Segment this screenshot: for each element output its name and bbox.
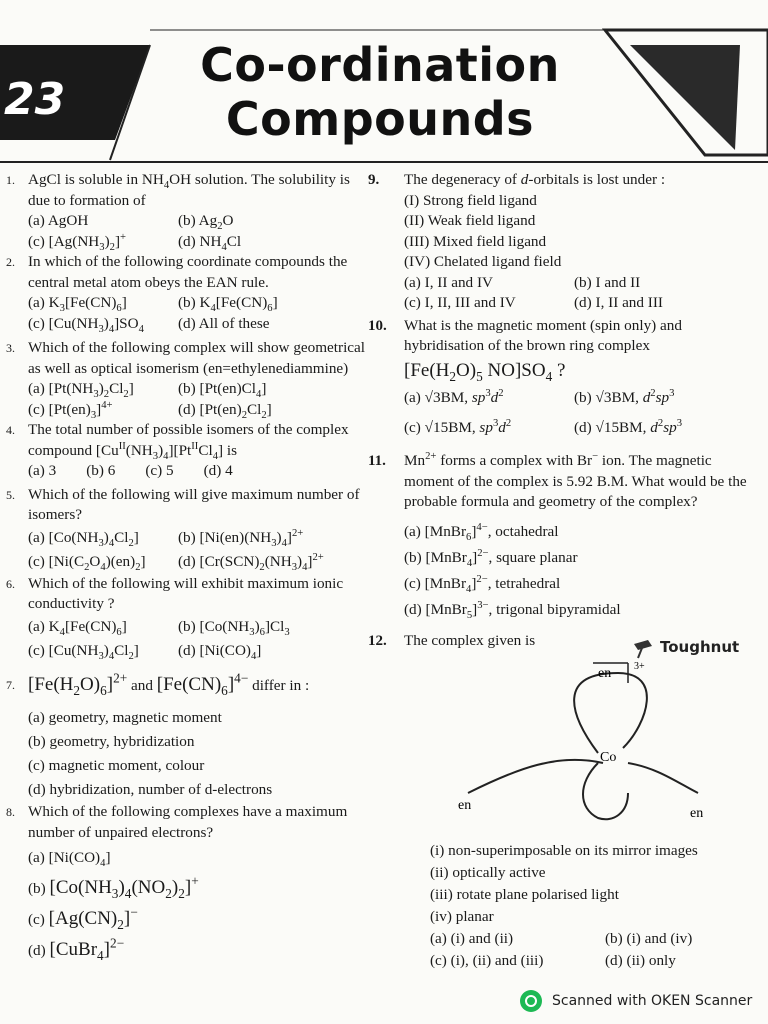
- option-b: (b) $[Pt(en)Cl_4]$: [178, 380, 267, 401]
- question-2: [6, 252, 371, 293]
- option-a: (a) [MnBr$_6$]$^{4-}$, octahedral: [404, 521, 559, 543]
- statement-1: (I) Strong field ligand: [404, 191, 537, 209]
- option-d: (d) hybridization, number of d-electrons: [28, 781, 273, 798]
- option-d: (d) (ii) only: [605, 951, 676, 969]
- label-en-top: en: [598, 666, 612, 681]
- question-number: 6.: [6, 576, 15, 591]
- statement-1: (i) non-superimposable on its mirror images: [430, 841, 698, 859]
- question-text: $Mn^{2+}$ forms a complex with Br− ion. The magnetic moment of the complex is 5.92 B.M. What would be the probable formula and geometry of the complex?: [404, 450, 747, 510]
- option-b: (b) $[Ni(en)(NH_3)_4]^{2+}$: [178, 527, 304, 549]
- option-b: (b) 6: [86, 462, 116, 479]
- question-3: [6, 338, 371, 379]
- option-c: (c) [MnBr$_4$]$^{2-}$, tetrahedral: [404, 573, 561, 595]
- question-11: [368, 451, 760, 513]
- left-column: [6, 170, 371, 966]
- statements: [368, 840, 760, 928]
- question-number: 5.: [6, 487, 15, 502]
- question-text: Which of the following complexes have a maximum number of unpaired electrons?: [28, 803, 348, 841]
- option-a: (a) $[Co(NH_3)_4Cl_2]$: [28, 528, 139, 549]
- question-7: [6, 670, 371, 698]
- chapter-title-line1: Co-ordination: [200, 38, 560, 92]
- chapter-header: [0, 0, 768, 170]
- label-en-left: en: [458, 798, 472, 813]
- option-b: (b) $Ag_2O$: [178, 212, 234, 233]
- options: [6, 211, 371, 252]
- question-text: Which of the following complex will show geometrical as well as optical isomerism (en=ethylenediammine): [28, 339, 365, 377]
- option-b: (b) $K_4[Fe(CN)_6]$: [178, 294, 278, 315]
- statement-4: (iv) planar: [430, 907, 494, 925]
- question-text: Which of the following will exhibit maximum ionic conductivity ?: [28, 574, 344, 612]
- option-a: (a) 3: [28, 462, 57, 479]
- brown-ring-formula: [$Fe(H_2O)_5$ $NO]SO_4$ ?: [404, 359, 566, 384]
- option-d: (d) $[Ni(CO)_4]$: [178, 641, 262, 662]
- toughnut-label: Toughnut: [660, 638, 740, 656]
- label-co: Co: [600, 750, 617, 765]
- question-number: 12.: [368, 632, 387, 649]
- question-1: [6, 170, 371, 211]
- option-d: (d) √15BM, $d^2sp^3$: [574, 417, 683, 436]
- option-d: (d) 4: [203, 462, 233, 479]
- question-10: [368, 316, 760, 357]
- question-number: 9.: [368, 172, 380, 188]
- option-b: (b) I and II: [574, 273, 641, 291]
- question-number: 3.: [6, 341, 15, 355]
- question-text: The complex given is: [404, 631, 536, 649]
- hammer-icon: [630, 638, 658, 660]
- question-6: [6, 574, 371, 615]
- statement-3: (iii) rotate plane polarised light: [430, 885, 619, 903]
- options: [6, 379, 371, 420]
- option-c: (c) 5: [145, 462, 174, 479]
- question-text: $[Fe(H_2O)_6]^{2+}$ and $[Fe(CN)_6]^{4-}$ differ in :: [28, 670, 310, 698]
- question-8: [6, 802, 371, 843]
- option-a: (a) AgOH: [28, 212, 89, 229]
- options: [6, 526, 371, 574]
- complex-structure-diagram: [448, 653, 748, 833]
- label-en-right: en: [690, 806, 704, 821]
- question-5: [6, 485, 371, 526]
- options: [368, 383, 760, 443]
- option-c: (c) $[Ag(CN)_2]^-$: [28, 904, 138, 932]
- option-d: (d) $[Cr(SCN)_2(NH_3)_4]^{2+}$: [178, 551, 324, 573]
- options: [368, 519, 760, 623]
- option-b: (b) [MnBr$_4$]$^{2-}$, square planar: [404, 547, 578, 569]
- option-a: (a) √3BM, $sp^3d^2$: [404, 387, 504, 406]
- option-c: (c) $[Cu(NH_3)_4Cl_2]$: [28, 641, 139, 662]
- option-a: (a) $K_4[Fe(CN)_6]$: [28, 617, 127, 638]
- options: [6, 843, 371, 966]
- option-b: (b) $[Co(NH_3)_6]Cl_3$: [178, 617, 290, 638]
- options: [6, 706, 371, 802]
- option-c: (c) $[Ag(NH_3)_2]^+$: [28, 231, 127, 253]
- right-column: [368, 170, 760, 972]
- option-d: (d) $NH_4Cl$: [178, 232, 242, 253]
- option-a: (a) $[Ni(CO)_4]$: [28, 849, 111, 870]
- question-text: In which of the following coordinate compounds the central metal atom obeys the EAN rule.: [28, 253, 348, 291]
- question-number: 1.: [6, 173, 15, 187]
- options: [6, 461, 371, 482]
- statement-2: (ii) optically active: [430, 863, 546, 881]
- option-c: (c) $[Cu(NH_3)_4]SO_4$: [28, 314, 144, 335]
- options: [368, 273, 760, 314]
- option-c: (c) $[Pt(en)_3]^{4+}$: [28, 399, 113, 421]
- question-9: [368, 170, 760, 191]
- option-b: (b) geometry, hybridization: [28, 733, 195, 750]
- option-c: (c) (i), (ii) and (iii): [430, 951, 544, 969]
- option-c: (c) $[Ni(C_2O_4)(en)_2]$: [28, 552, 146, 573]
- option-c: (c) I, II, III and IV: [404, 294, 516, 311]
- option-d: (d) All of these: [178, 314, 270, 332]
- option-b: (b) (i) and (iv): [605, 929, 693, 947]
- question-number: 8.: [6, 805, 15, 819]
- option-c: (c) √15BM, $sp^3d^2$: [404, 417, 512, 436]
- question-text: AgCl is soluble in $NH_4OH$ solution. The solubility is due to formation of: [28, 171, 350, 209]
- option-d: (d) I, II and III: [574, 294, 663, 311]
- options: [6, 293, 371, 334]
- statement-3: (III) Mixed field ligand: [404, 232, 547, 250]
- options: [6, 615, 371, 663]
- scanner-label: Scanned with OKEN Scanner: [552, 993, 753, 1009]
- question-text: The total number of possible isomers of the complex compound $[Cu^{II}(NH_3)_4][Pt^{II}Cl_4]$ is: [28, 421, 349, 462]
- option-a: (a) $K_3[Fe(CN)_6]$: [28, 294, 127, 315]
- scanner-footer: [520, 990, 752, 1012]
- chapter-number: 23: [4, 74, 66, 125]
- question-text: Which of the following will give maximum number of isomers?: [28, 485, 360, 523]
- question-number: 2.: [6, 255, 15, 269]
- statement-2: (II) Weak field ligand: [404, 212, 536, 229]
- option-a: (a) $[Pt(NH_3)_2Cl_2]$: [28, 380, 134, 401]
- option-c: (c) magnetic moment, colour: [28, 757, 205, 774]
- option-b: (b) √3BM, $d^2sp^3$: [574, 387, 675, 406]
- chapter-title-line2: Compounds: [225, 92, 535, 146]
- scanner-logo-icon: [520, 990, 542, 1012]
- option-a: (a) I, II and IV: [404, 273, 493, 291]
- question-number: 10.: [368, 317, 387, 334]
- option-d: (d) [MnBr$_5$]$^{3-}$, trigonal bipyramidal: [404, 599, 621, 621]
- option-d: (d) [CuBr$_4$]$^{2-}$: [28, 935, 125, 963]
- statements: [368, 191, 760, 273]
- options: [368, 928, 760, 972]
- question-text: What is the magnetic moment (spin only) and hybridisation of the brown ring complex: [404, 316, 682, 354]
- option-d: (d) $[Pt(en)_2Cl_2]$: [178, 400, 272, 421]
- label-charge: 3+: [634, 661, 645, 672]
- question-number: 4.: [6, 423, 15, 437]
- question-number: 11.: [368, 453, 386, 469]
- question-number: 7.: [6, 678, 15, 692]
- option-b: (b) $[Co(NH_3)_4(NO_2)_2]^+$: [28, 873, 199, 901]
- option-a: (a) (i) and (ii): [430, 929, 514, 947]
- question-text: The degeneracy of d-orbitals is lost under :: [404, 171, 666, 188]
- question-4: [6, 420, 371, 461]
- option-a: (a) geometry, magnetic moment: [28, 709, 222, 726]
- statement-4: (IV) Chelated ligand field: [404, 253, 562, 270]
